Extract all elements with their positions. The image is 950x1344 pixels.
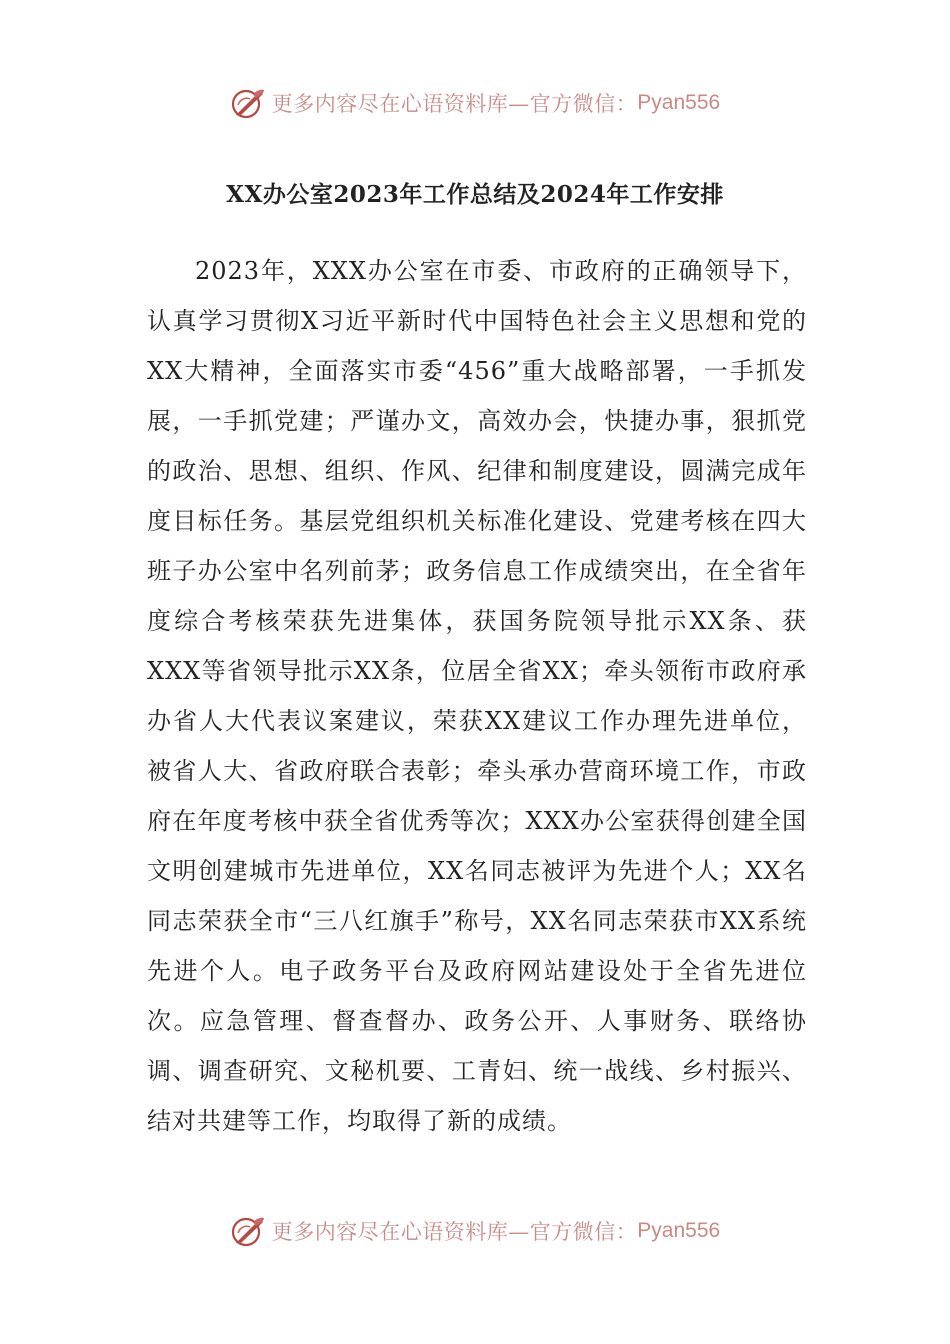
quill-logo-icon xyxy=(230,85,266,121)
watermark-banner-bottom xyxy=(0,1211,950,1251)
document-title: XX办公室2023年工作总结及2024年工作安排 xyxy=(226,181,724,208)
document-paragraph: 2023年，XXX办公室在市委、市政府的正确领导下，认真学习贯彻X习近平新时代中国特色社会主义思想和党的XX大精神，全面落实市委“456”重大战略部署，一手抓发展，一手抓党建；严谨办文，高效办会，快捷办事，狠抓党的政治、思想、组织、作风、纪律和制度建设，圆满完成年度目标任务。基层党组织机关标准化建设、党建考核在四大班子办公室中名列前茅；政务信息工作成绩突出，在全省年度综合考核荣获先进集体，获国务院领导批示XX条、获XXX等省领导批示XX条，位居全省XX；牵头领衔市政府承办省人大代表议案建议，荣获XX建议工作办理先进单位，被省人大、省政府联合表彰；牵头承办营商环境工作，市政府在年度考核中获全省优秀等次；XXX办公室获得创建全国文明创建城市先进单位，XX名同志被评为先进个人；XX名同志荣获全市“三八红旗手”称号，XX名同志荣获市XX系统先进个人。电子政务平台及政府网站建设处于全省先进位次。应急管理、督查督办、政务公开、人事财务、联络协调、调查研究、文秘机要、工青妇、统一战线、乡村振兴、结对共建等工作，均取得了新的成绩。 xyxy=(147,257,807,1135)
watermark-text: 更多内容尽在心语资料库—官方微信： xyxy=(271,92,638,116)
watermark-wechat-id: Pyan556 xyxy=(637,91,721,114)
watermark-text: 更多内容尽在心语资料库—官方微信： xyxy=(271,1220,638,1244)
watermark-wechat-id: Pyan556 xyxy=(637,1219,721,1242)
quill-logo-icon xyxy=(230,1213,266,1249)
watermark-banner-top xyxy=(0,83,950,123)
